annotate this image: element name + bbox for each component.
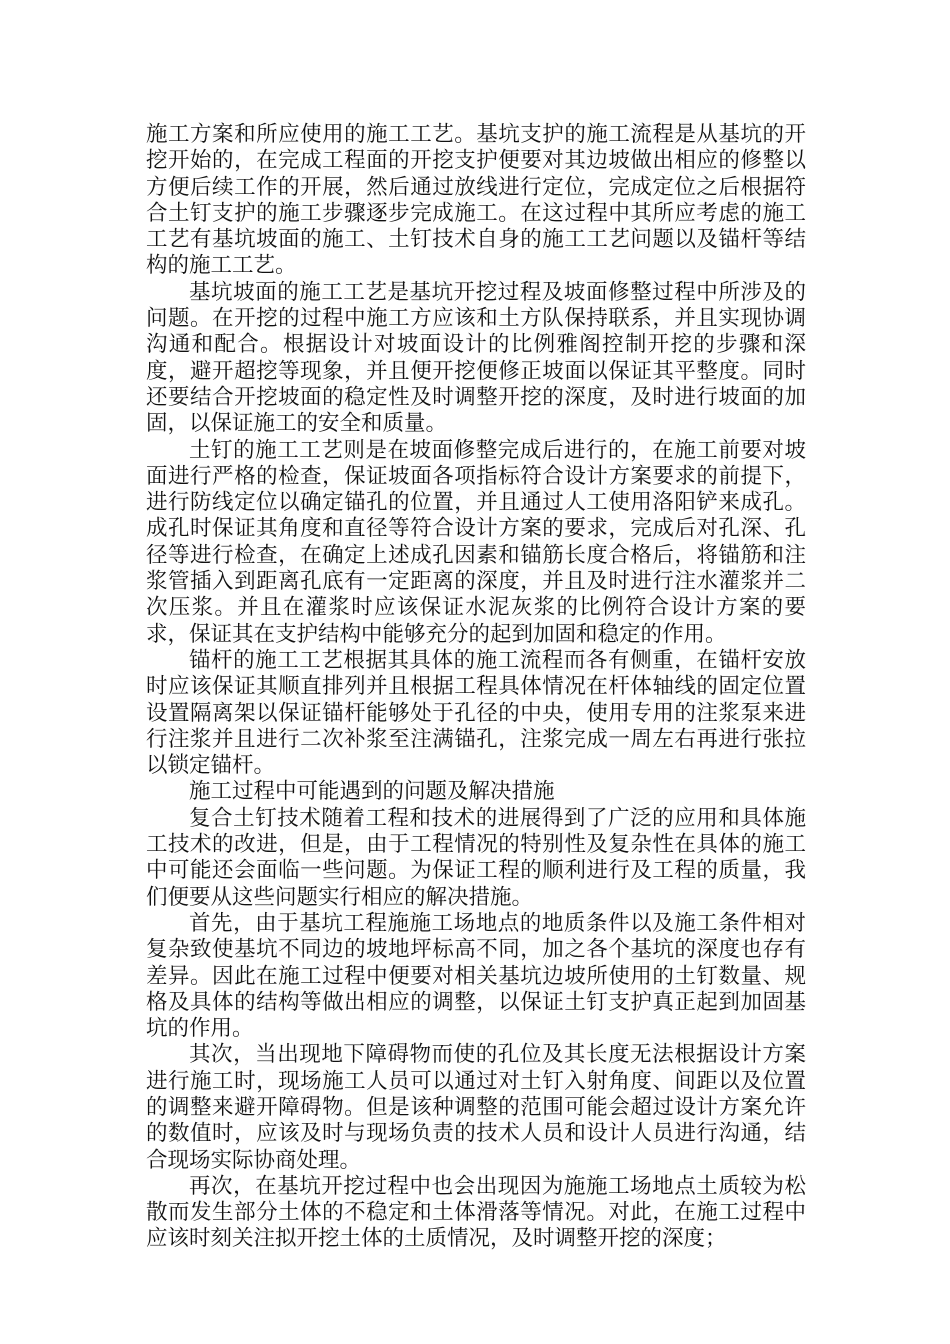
paragraph-3: 土钉的施工工艺则是在坡面修整完成后进行的，在施工前要对坡面进行严格的检查，保证坡面各项指标符合设计方案要求的前提下，进行防线定位以确定锚孔的位置，并且通过人工使用洛阳铲来成孔。成孔时保证其角度和直径等符合设计方案的要求，完成后对孔深、孔径等进行检查，在确定上述成孔因素和锚筋长度合格后，将锚筋和注浆管插入到距离孔底有一定距离的深度，并且及时进行注水灌浆并二次压浆。并且在灌浆时应该保证水泥灰浆的比例符合设计方案的要求，保证其在支护结构中能够充分的起到加固和稳定的作用。: [146, 437, 806, 647]
section-heading: 施工过程中可能遇到的问题及解决措施: [189, 779, 555, 805]
paragraph-4: 锚杆的施工工艺根据其具体的施工流程而各有侧重，在锚杆安放时应该保证其顺直排列并且根据工程具体情况在杆体轴线的固定位置设置隔离架以保证锚杆能够处于孔径的中央，使用专用的注浆泵来进行注浆并且进行二次补浆至注满锚孔，注浆完成一周左右再进行张拉以锁定锚杆。: [146, 647, 806, 779]
paragraph-7: 其次，当出现地下障碍物而使的孔位及其长度无法根据设计方案进行施工时，现场施工人员可以通过对土钉入射角度、间距以及位置的调整来避开障碍物。但是该种调整的范围可能会超过设计方案允许的数值时，应该及时与现场负责的技术人员和设计人员进行沟通，结合现场实际协商处理。: [146, 1042, 806, 1173]
paragraph-5: 复合土钉技术随着工程和技术的进展得到了广泛的应用和具体施工技术的改进，但是，由于工程情况的特别性及复杂性在具体的施工中可能还会面临一些问题。为保证工程的顺利进行及工程的质量，我们便要从这些问题实行相应的解决措施。: [146, 805, 806, 910]
document-body: [146, 122, 806, 1253]
paragraph-6: 首先，由于基坑工程施施工场地点的地质条件以及施工条件相对复杂致使基坑不同边的坡地坪标高不同，加之各个基坑的深度也存有差异。因此在施工过程中便要对相关基坑边坡所使用的土钉数量、规格及具体的结构等做出相应的调整，以保证土钉支护真正起到加固基坑的作用。: [146, 910, 806, 1042]
paragraph-2: 基坑坡面的施工工艺是基坑开挖过程及坡面修整过程中所涉及的问题。在开挖的过程中施工方应该和土方队保持联系，并且实现协调沟通和配合。根据设计对坡面设计的比例雅阁控制开挖的步骤和深度，避开超挖等现象，并且便开挖便修正坡面以保证其平整度。同时还要结合开挖坡面的稳定性及时调整开挖的深度，及时进行坡面的加固，以保证施工的安全和质量。: [146, 279, 806, 437]
paragraph-8: 再次，在基坑开挖过程中也会出现因为施施工场地点土质较为松散而发生部分土体的不稳定和土体滑落等情况。对此，在施工过程中应该时刻关注拟开挖土体的土质情况，及时调整开挖的深度；: [146, 1173, 806, 1252]
paragraph-1: 施工方案和所应使用的施工工艺。基坑支护的施工流程是从基坑的开挖开始的，在完成工程面的开挖支护便要对其边坡做出相应的修整以方便后续工作的开展，然后通过放线进行定位，完成定位之后根据符合土钉支护的施工步骤逐步完成施工。在这过程中其所应考虑的施工工艺有基坑坡面的施工、土钉技术自身的施工工艺问题以及锚杆等结构的施工工艺。: [146, 122, 806, 279]
